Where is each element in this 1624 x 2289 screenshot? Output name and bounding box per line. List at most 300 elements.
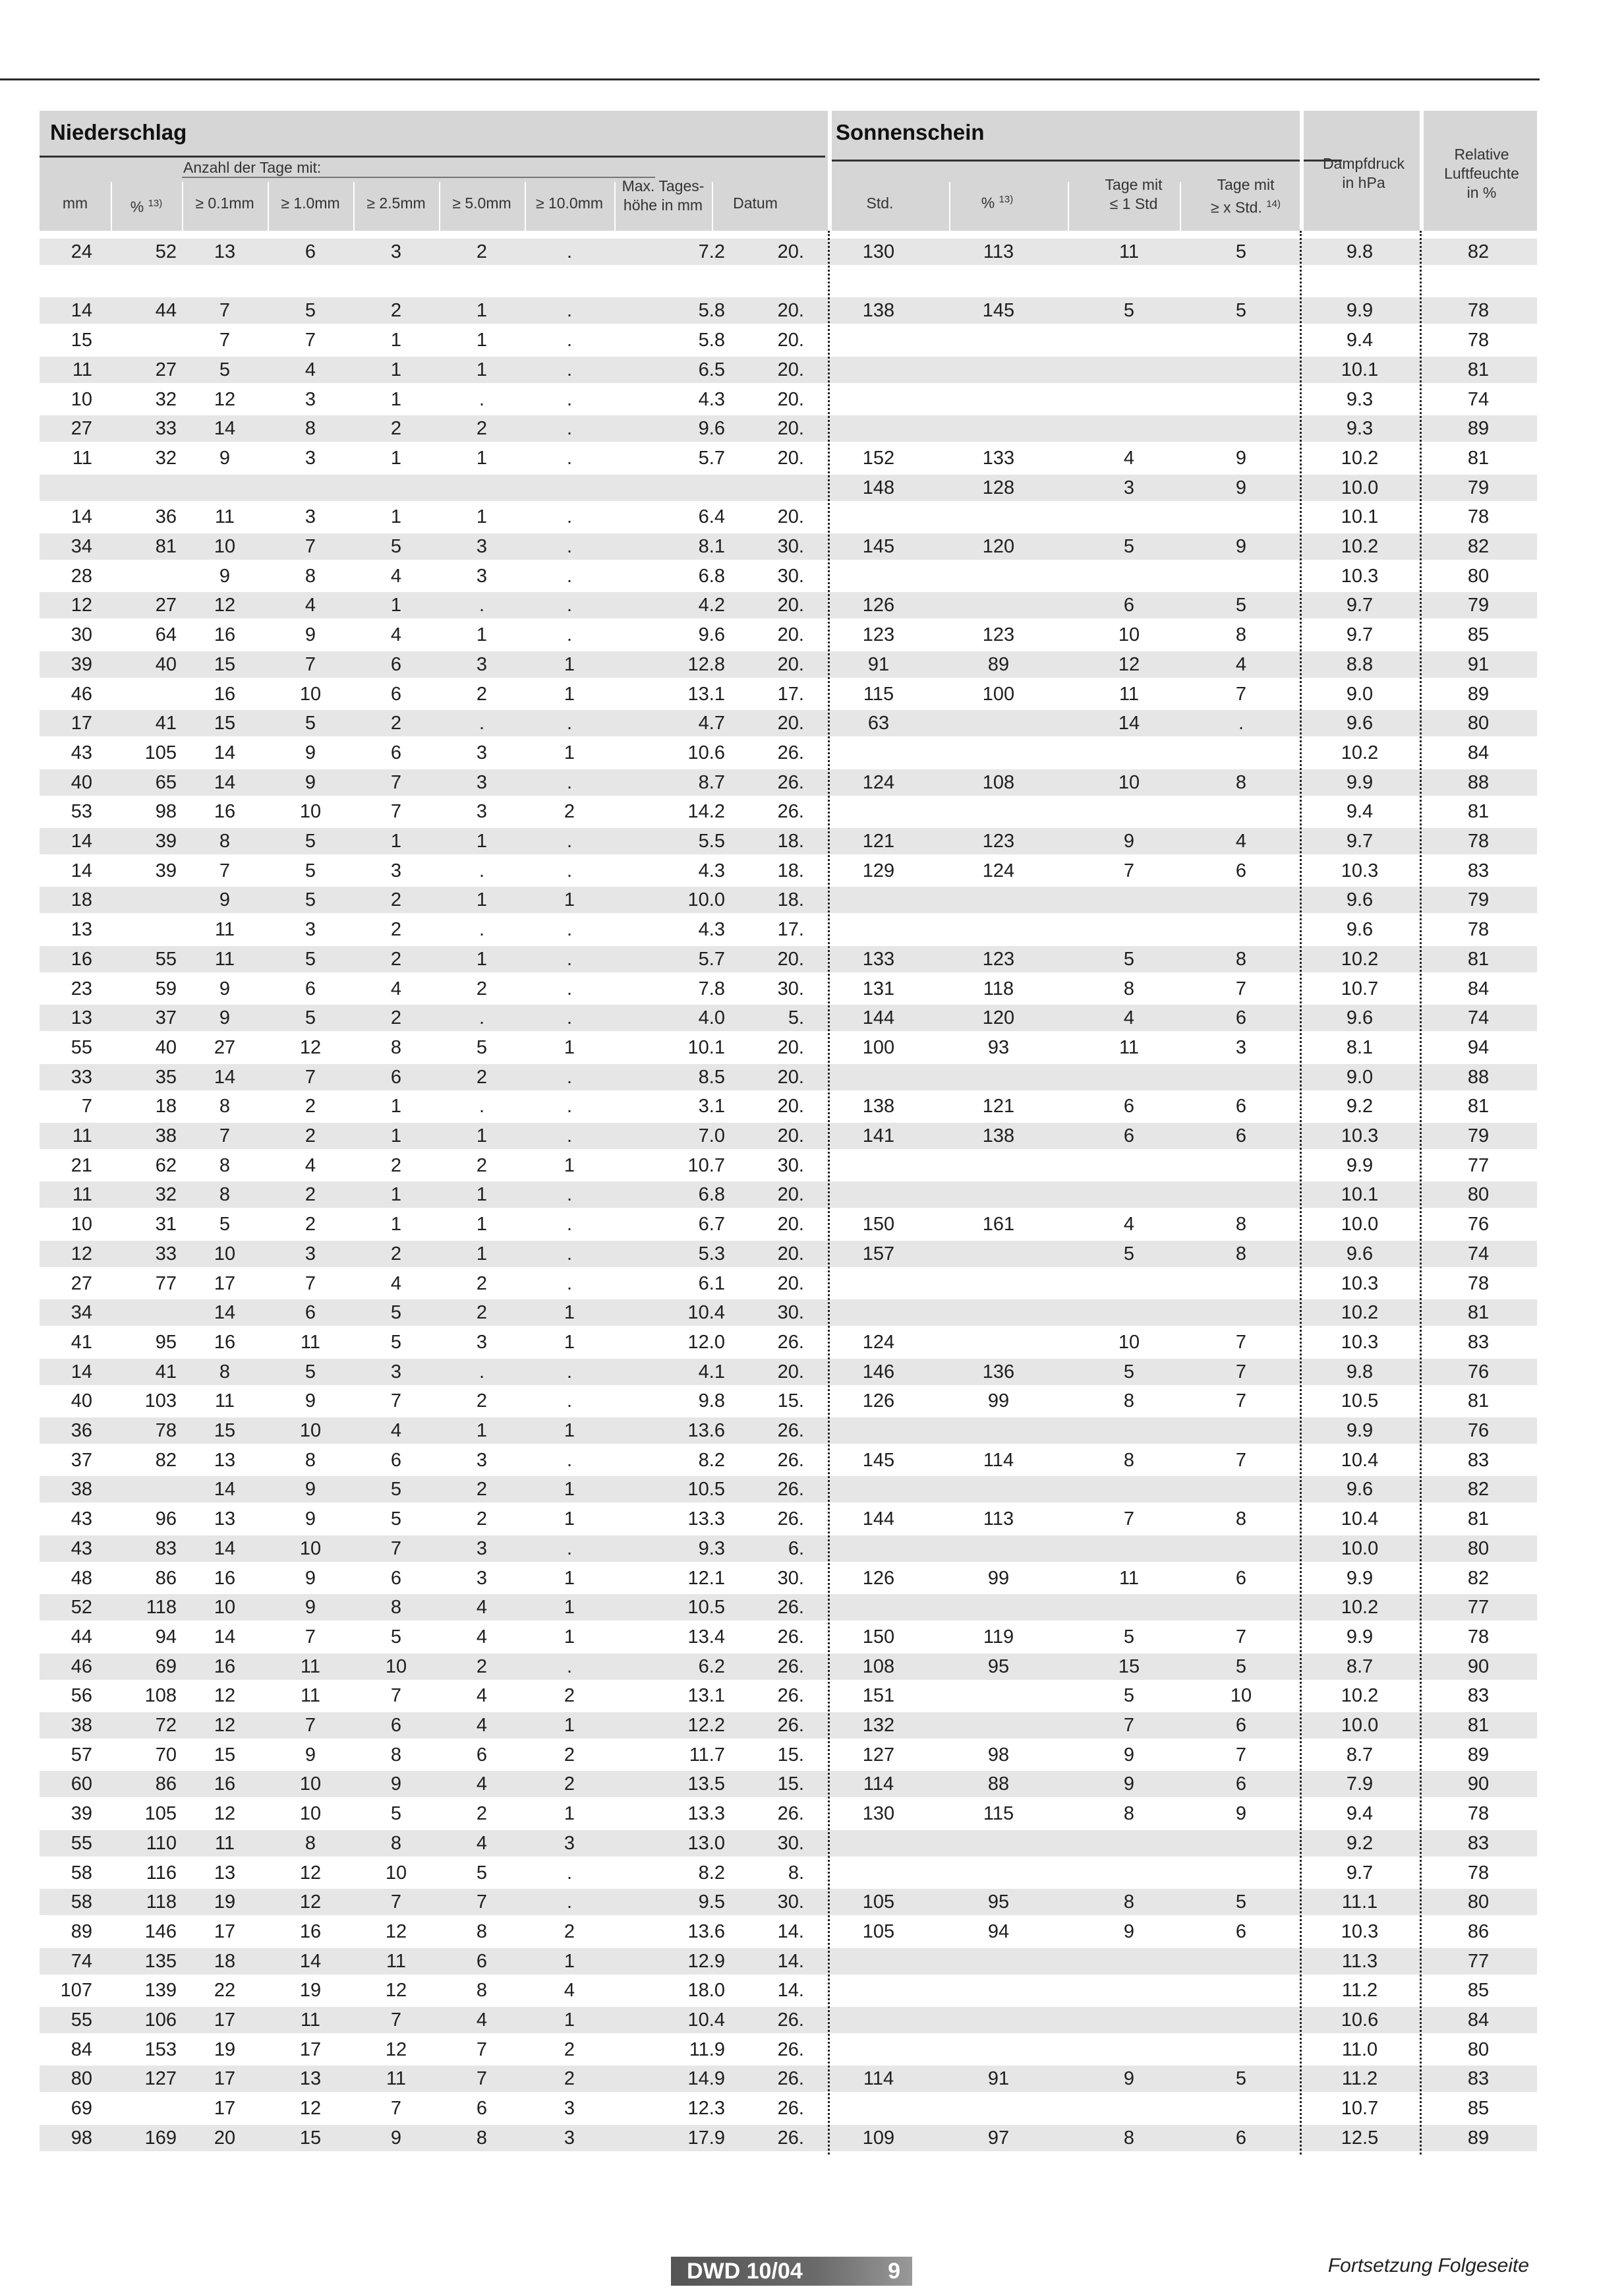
cell-date: 20. (777, 241, 804, 262)
cell-gex: 9 (1235, 1803, 1247, 1825)
cell-d10: 3 (564, 2098, 575, 2120)
cell-pcts (949, 2036, 1048, 2063)
cell-gex: 6 (1235, 1567, 1247, 1589)
cell-d5: . (478, 919, 485, 941)
cell-d10: 2 (564, 801, 575, 823)
cell-d1: 5 (304, 1361, 316, 1382)
table-row (40, 798, 1537, 825)
cell-pct (111, 1476, 177, 1502)
cell-pcts: 91 (987, 2068, 1010, 2090)
cell-hours (830, 1181, 927, 1208)
cell-pcts: 114 (983, 1449, 1014, 1471)
cell-d25: 1 (390, 330, 402, 351)
cell-vapor: 9.3 (1346, 418, 1374, 440)
cell-hum: 81 (1467, 1508, 1490, 1530)
cell-le1: 5 (1123, 1626, 1135, 1648)
cell-gex: 8 (1235, 1243, 1247, 1264)
cell-d10: 1 (564, 1302, 575, 1324)
cell-hours: 150 (862, 1214, 895, 1235)
cell-gex: 7 (1235, 1626, 1247, 1648)
cell-le1: 4 (1123, 447, 1135, 469)
cell-pct (111, 681, 177, 707)
cell-le1: 14 (1118, 713, 1140, 734)
cell-d5: . (478, 1007, 485, 1029)
cell-mm: 58 (71, 1862, 92, 1884)
table-row (40, 563, 1537, 589)
cell-d1: 8 (304, 1449, 316, 1471)
cell-hours (830, 887, 927, 913)
cell-pct (111, 916, 177, 943)
cell-mm: 41 (71, 1331, 92, 1353)
cell-pct: 32 (155, 388, 177, 410)
cell-pcts: 113 (983, 1508, 1014, 1530)
header-divider (1068, 182, 1069, 231)
cell-date: 30. (777, 978, 804, 999)
cell-d1: 11 (300, 1655, 321, 1677)
cell-date: 26. (777, 1508, 804, 1530)
cell-hum: 83 (1467, 1331, 1490, 1353)
cell-date: 15. (777, 1744, 804, 1766)
cell-mm: 15 (71, 330, 92, 351)
cell-mm: 38 (71, 1479, 92, 1501)
cell-pcts (949, 740, 1048, 766)
table-row (40, 592, 1537, 618)
cell-le1: 8 (1123, 1891, 1135, 1913)
cell-date: 20. (777, 1066, 804, 1088)
cell-hours: 129 (862, 860, 895, 881)
cell-pcts: 95 (987, 1891, 1010, 1913)
cell-d25 (353, 268, 439, 295)
table-row (40, 681, 1537, 707)
cell-maxd: 10.5 (687, 1597, 725, 1619)
table-row (40, 475, 1537, 501)
cell-d25: 6 (390, 1567, 402, 1589)
cell-pcts: 119 (983, 1626, 1014, 1648)
cell-hum: 78 (1467, 919, 1490, 941)
cell-d1: 5 (304, 948, 316, 970)
cell-vapor: 9.4 (1346, 330, 1374, 351)
cell-date: 20. (777, 1272, 804, 1294)
cell-gex (1180, 504, 1302, 530)
cell-d10: 4 (564, 1980, 575, 2002)
cell-le1: 8 (1123, 2127, 1135, 2149)
cell-d5: 7 (476, 2038, 488, 2060)
cell-d01: 16 (214, 1773, 236, 1795)
cell-d5: 8 (476, 1980, 488, 2002)
cell-d10: 1 (564, 1803, 575, 1825)
table-row (40, 1093, 1537, 1119)
cell-maxd: 3.1 (698, 1096, 725, 1117)
cell-d1: 3 (304, 1243, 316, 1264)
cell-d5: 3 (476, 653, 488, 675)
cell-d01: 17 (214, 1272, 236, 1294)
cell-mm: 55 (71, 1036, 92, 1058)
cell-pcts: 136 (982, 1361, 1015, 1382)
cell-gex: 6 (1235, 1773, 1247, 1795)
cell-maxd: 4.1 (698, 1361, 725, 1382)
cell-pct: 153 (144, 2038, 177, 2060)
cell-gex (1180, 1181, 1302, 1208)
cell-d10: 1 (564, 1479, 575, 1501)
cell-maxd (646, 268, 725, 295)
cell-maxd: 12.9 (687, 1950, 725, 1972)
cell-d1: 8 (304, 1832, 316, 1854)
cell-hum: 88 (1467, 1066, 1490, 1088)
cell-hum: 77 (1467, 1950, 1490, 1972)
cell-hum: 82 (1467, 1567, 1490, 1589)
table-row (40, 1329, 1537, 1355)
cell-pcts: 138 (982, 1125, 1015, 1146)
cell-hours (830, 357, 927, 383)
cell-maxd: 8.2 (698, 1862, 725, 1884)
cell-le1 (1068, 415, 1190, 442)
cell-maxd: 5.7 (698, 948, 725, 970)
cell-hours (830, 1476, 927, 1502)
cell-hours: 114 (863, 2068, 894, 2090)
cell-d5: 5 (476, 1036, 488, 1058)
cell-date: 26. (777, 1597, 804, 1619)
cell-d01: 12 (214, 1715, 236, 1736)
cell-maxd: 7.0 (698, 1125, 725, 1146)
cell-vapor: 10.0 (1341, 477, 1379, 498)
cell-d25: 1 (390, 831, 402, 852)
cell-hours (830, 2036, 927, 2063)
cell-mm: 43 (71, 742, 92, 763)
cell-hum: 76 (1467, 1420, 1490, 1441)
cell-mm: 14 (71, 300, 92, 322)
cell-d01: 13 (214, 1449, 236, 1471)
cell-hours: 126 (862, 1567, 895, 1589)
cell-maxd: 13.6 (687, 1420, 725, 1441)
cell-d01: 16 (214, 1331, 236, 1353)
cell-hum: 84 (1467, 2009, 1490, 2031)
cell-maxd: 9.5 (698, 1891, 725, 1913)
cell-pcts (949, 2095, 1048, 2122)
cell-d10: 1 (564, 1597, 575, 1619)
cell-maxd: 8.1 (698, 536, 725, 557)
cell-mm: 55 (71, 2009, 92, 2031)
col-header-hours: Std. (866, 194, 894, 212)
cell-d1: 16 (299, 1920, 322, 1942)
cell-maxd: 12.0 (687, 1331, 725, 1353)
cell-mm: 28 (71, 565, 92, 587)
cell-hum: 81 (1467, 1096, 1490, 1117)
cell-hours: 152 (862, 447, 895, 469)
cell-vapor: 10.4 (1341, 1508, 1379, 1530)
cell-d25: 2 (390, 919, 402, 941)
cell-d25: 1 (390, 1214, 402, 1235)
header-divider (614, 182, 616, 231)
cell-hum: 78 (1467, 1626, 1490, 1648)
cell-d25: 3 (390, 241, 402, 262)
cell-hours: 151 (862, 1685, 895, 1707)
cell-maxd: 5.8 (698, 330, 725, 351)
cell-d25: 7 (390, 2009, 402, 2031)
col-header-ge-2-5mm: ≥ 2.5mm (366, 194, 426, 212)
cell-date: 15. (777, 1390, 804, 1412)
cell-gex (1180, 1152, 1302, 1179)
cell-d01: 8 (219, 1096, 231, 1117)
cell-d01: 7 (219, 1125, 231, 1146)
cell-gex: 5 (1235, 1655, 1247, 1677)
cell-vapor: 9.9 (1346, 1420, 1374, 1441)
cell-d01: 5 (219, 359, 231, 380)
cell-gex: 8 (1235, 948, 1247, 970)
publication-code: DWD 10/04 (687, 2259, 803, 2284)
cell-vapor: 9.9 (1346, 771, 1374, 793)
cell-d5: 1 (476, 948, 488, 970)
cell-date: 18. (777, 860, 804, 881)
cell-d25: 7 (390, 1390, 402, 1412)
cell-d10: . (566, 624, 573, 646)
cell-hum: 79 (1467, 595, 1490, 616)
cell-date: 14. (777, 1980, 804, 2002)
cell-vapor: 9.0 (1346, 683, 1374, 705)
cell-d1: 9 (304, 771, 316, 793)
cell-gex (1180, 1535, 1302, 1562)
cell-hours (830, 1948, 927, 1975)
cell-d10: 2 (564, 1773, 575, 1795)
cell-d1: 12 (299, 1862, 322, 1884)
cell-pcts (949, 1181, 1048, 1208)
cell-d01: 16 (214, 683, 236, 705)
cell-pcts: 88 (987, 1773, 1010, 1795)
cell-d01: 17 (214, 2068, 236, 2090)
col-header-ge-5mm: ≥ 5.0mm (452, 194, 511, 212)
cell-hours: 126 (862, 595, 895, 616)
cell-pct: 36 (155, 506, 177, 528)
cell-pct: 59 (155, 978, 177, 999)
cell-hours (830, 1594, 927, 1620)
cell-gex: 6 (1235, 860, 1247, 881)
cell-d25: 5 (390, 1803, 402, 1825)
cell-mm: 14 (71, 831, 92, 852)
cell-maxd: 4.3 (698, 860, 725, 881)
cell-d10: 3 (564, 2127, 575, 2149)
cell-d25: 12 (385, 2038, 407, 2060)
cell-hours: 133 (862, 948, 895, 970)
cell-pct: 62 (155, 1154, 177, 1176)
cell-maxd: 6.7 (698, 1214, 725, 1235)
cell-hum: 85 (1467, 2098, 1490, 2120)
cell-hours: 124 (862, 1331, 895, 1353)
cell-date: 20. (777, 418, 804, 440)
cell-mm: 52 (71, 1597, 92, 1619)
cell-d1 (268, 268, 353, 295)
cell-pct: 27 (155, 595, 177, 616)
cell-hours (830, 798, 927, 825)
cell-pct: 86 (155, 1567, 177, 1589)
cell-maxd: 6.1 (698, 1272, 725, 1294)
cell-d1: 11 (300, 1331, 321, 1353)
table-row (40, 1918, 1537, 1945)
col-header-mm: mm (62, 194, 88, 212)
cell-d25: 2 (390, 713, 402, 734)
cell-pct: 18 (155, 1096, 177, 1117)
cell-hours: 63 (867, 713, 890, 734)
cell-date: 26. (777, 1685, 804, 1707)
cell-pcts: 118 (983, 978, 1014, 999)
table-row (40, 1005, 1537, 1031)
cell-mm: 27 (71, 1272, 92, 1294)
cell-le1: 15 (1118, 1655, 1140, 1677)
cell-maxd: 13.1 (687, 1685, 725, 1707)
cell-pcts: 161 (982, 1214, 1015, 1235)
cell-vapor: 9.0 (1346, 1066, 1374, 1088)
cell-mm: 40 (71, 1390, 92, 1412)
cell-mm: 10 (71, 388, 92, 410)
cell-hum: 80 (1467, 2038, 1490, 2060)
cell-maxd: 9.6 (698, 418, 725, 440)
cell-hours: 157 (862, 1243, 895, 1264)
cell-le1 (1068, 563, 1190, 589)
cell-d01: 16 (214, 624, 236, 646)
cell-maxd: 10.6 (687, 742, 725, 763)
cell-pct: 94 (155, 1626, 177, 1648)
cell-mm: 44 (71, 1626, 92, 1648)
table-row (40, 946, 1537, 972)
cell-hum: 89 (1467, 418, 1490, 440)
cell-gex: 6 (1235, 1125, 1247, 1146)
cell-mm: 11 (72, 447, 92, 469)
cell-vapor: 10.0 (1341, 1214, 1379, 1235)
cell-gex (1180, 357, 1302, 383)
cell-mm: 74 (71, 1950, 92, 1972)
cell-le1: 5 (1123, 536, 1135, 557)
cell-pcts: 123 (982, 831, 1015, 852)
cell-gex (1180, 740, 1302, 766)
cell-le1 (1068, 504, 1190, 530)
cell-hum: 83 (1467, 2068, 1490, 2090)
cell-d5: 3 (476, 1567, 488, 1589)
cell-d1: 11 (300, 1685, 321, 1707)
table-row (40, 1388, 1537, 1414)
cell-d25: 7 (390, 771, 402, 793)
cell-d25: 4 (390, 978, 402, 999)
cell-le1: 9 (1123, 1920, 1135, 1942)
cell-gex: 5 (1235, 2068, 1247, 2090)
cell-d25: 4 (390, 1272, 402, 1294)
cell-le1 (1068, 1860, 1190, 1886)
table-row (40, 533, 1537, 560)
cell-hum: 94 (1467, 1036, 1490, 1058)
cell-pcts (949, 504, 1048, 530)
cell-hours: 121 (862, 831, 895, 852)
cell-vapor: 9.6 (1346, 1243, 1374, 1264)
cell-vapor: 12.5 (1341, 2127, 1379, 2149)
cell-pcts (949, 1329, 1048, 1355)
cell-le1: 5 (1123, 948, 1135, 970)
cell-d1: 4 (304, 595, 316, 616)
cell-maxd: 8.2 (698, 1449, 725, 1471)
table-row (40, 976, 1537, 1002)
cell-d25: 8 (390, 1597, 402, 1619)
cell-vapor: 10.7 (1341, 978, 1379, 999)
cell-mm: 39 (71, 1803, 92, 1825)
cell-pct: 64 (155, 624, 177, 646)
cell-d5: . (478, 388, 485, 410)
cell-pct: 98 (155, 801, 177, 823)
col-header-ge-1mm: ≥ 1.0mm (281, 194, 340, 212)
page-number: 9 (888, 2259, 900, 2284)
table-row (40, 2007, 1537, 2033)
cell-vapor: 9.8 (1346, 241, 1374, 262)
cell-maxd: 6.5 (698, 359, 725, 380)
cell-hum: 78 (1467, 1272, 1490, 1294)
cell-gex (1180, 2095, 1302, 2122)
cell-vapor: 10.1 (1341, 1184, 1379, 1206)
cell-d10: . (566, 595, 573, 616)
cell-vapor: 10.5 (1341, 1390, 1379, 1412)
cell-mm: 46 (71, 1655, 92, 1677)
cell-d5: 1 (476, 1420, 488, 1441)
cell-d01: 16 (214, 1567, 236, 1589)
cell-maxd: 12.3 (687, 2098, 725, 2120)
table-row (40, 1800, 1537, 1827)
cell-d1: 12 (299, 1891, 322, 1913)
cell-gex: 7 (1235, 1744, 1247, 1766)
cell-maxd: 13.6 (687, 1920, 725, 1942)
cell-vapor: 10.2 (1341, 1685, 1379, 1707)
cell-d10 (525, 475, 614, 501)
cell-pcts (949, 710, 1048, 736)
cell-vapor: 9.7 (1346, 624, 1374, 646)
cell-le1 (1068, 1535, 1190, 1562)
cell-d01: 12 (214, 1803, 236, 1825)
cell-le1: 7 (1123, 1715, 1135, 1736)
cell-maxd: 10.4 (687, 1302, 725, 1324)
cell-maxd: 5.3 (698, 1243, 725, 1264)
cell-d25: 1 (390, 1125, 402, 1146)
cell-pct: 127 (144, 2068, 177, 2090)
cell-mm: 34 (71, 1302, 92, 1324)
cell-pcts (949, 1476, 1048, 1502)
cell-pcts: 120 (982, 1007, 1015, 1029)
cell-d10: . (566, 536, 573, 557)
cell-date: 26. (777, 2068, 804, 2090)
cell-mm (40, 268, 92, 295)
cell-d01: 12 (214, 1685, 236, 1707)
cell-date: 20. (777, 948, 804, 970)
cell-d10: . (566, 1862, 573, 1884)
days-group-rule (182, 177, 655, 178)
cell-d10: 1 (564, 1508, 575, 1530)
cell-pct: 95 (155, 1331, 177, 1353)
cell-pcts (949, 1830, 1048, 1857)
cell-le1: 8 (1123, 1449, 1135, 1471)
cell-hum: 84 (1467, 978, 1490, 999)
cell-d10: . (566, 1891, 573, 1913)
cell-d1: 13 (299, 2068, 322, 2090)
cell-date: 30. (777, 565, 804, 587)
cell-hours: 105 (862, 1891, 895, 1913)
cell-maxd: 4.3 (698, 388, 725, 410)
cell-hum: 86 (1467, 1920, 1490, 1942)
cell-d1: 12 (299, 2098, 322, 2120)
cell-d25: 9 (390, 2127, 402, 2149)
cell-vapor: 8.1 (1346, 1036, 1374, 1058)
cell-maxd: 13.4 (687, 1626, 725, 1648)
cell-maxd: 9.6 (698, 624, 725, 646)
cell-date: 20. (777, 1214, 804, 1235)
cell-gex: 6 (1235, 2127, 1247, 2149)
cell-date: 14. (777, 1950, 804, 1972)
cell-d5: 4 (476, 1685, 488, 1707)
cell-d5: 2 (476, 978, 488, 999)
table-row (40, 858, 1537, 884)
cell-d25: 4 (390, 565, 402, 587)
cell-maxd: 11.9 (689, 2038, 725, 2060)
